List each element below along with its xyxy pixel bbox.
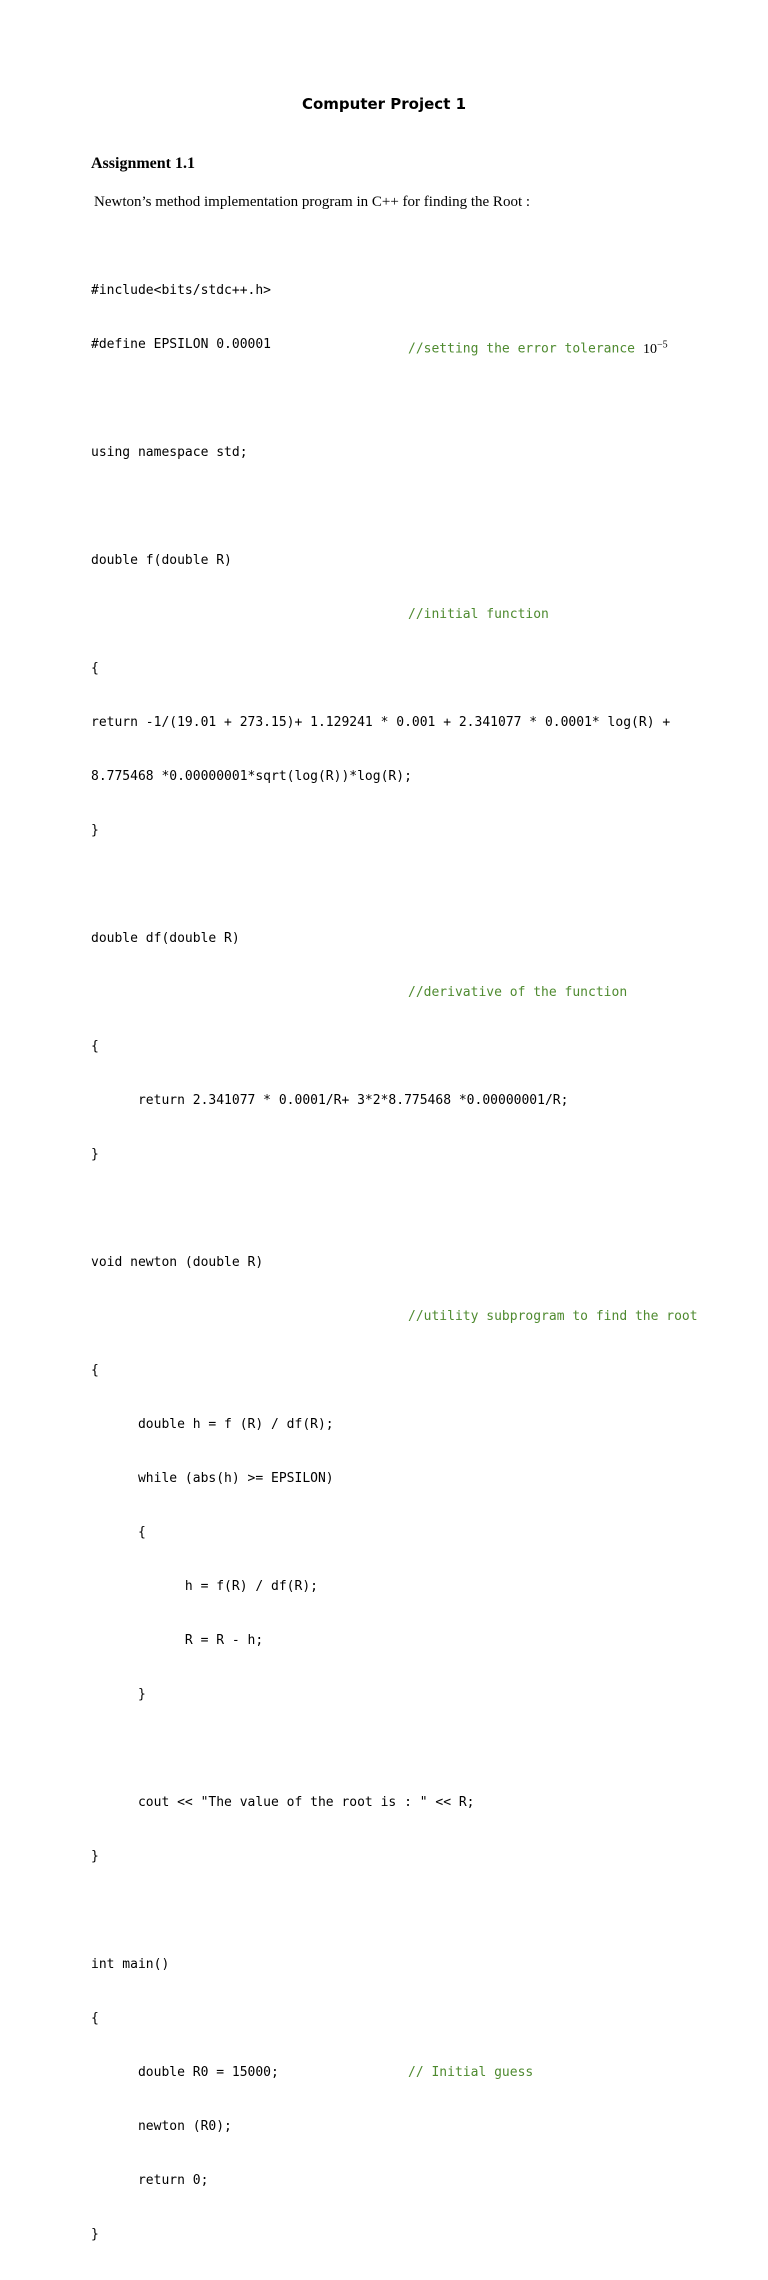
intro-paragraph: Newton’s method implementation program in C++ for finding the Root : [94, 194, 531, 210]
code-line: int main() [91, 1957, 170, 1972]
code-line: void newton (double R) [91, 1255, 264, 1270]
code-line: { [91, 1363, 99, 1378]
code-block [91, 246, 751, 2280]
code-line: double f(double R) [91, 553, 232, 568]
code-line: } [91, 1687, 146, 1702]
code-line: } [91, 2227, 99, 2242]
code-line: } [91, 1849, 99, 1864]
code-line: double h = f (R) / df(R); [91, 1417, 334, 1432]
code-line: using namespace std; [91, 445, 248, 460]
code-comment: //utility subprogram to find the root [408, 1309, 698, 1324]
code-line [91, 1308, 751, 1326]
code-line: { [91, 661, 99, 676]
code-comment: //initial function [408, 607, 549, 622]
tolerance-value: $10^{-5}$ [642, 339, 668, 357]
page-title: Computer Project 1 [301, 95, 467, 113]
code-line: return -1/(19.01 + 273.15)+ 1.129241 * 0.001 + 2.341077 * 0.0001* log(R) + [91, 715, 671, 730]
code-line: newton (R0); [91, 2119, 232, 2134]
code-line: { [91, 1525, 146, 1540]
code-line: { [91, 1039, 99, 1054]
code-line: return 2.341077 * 0.0001/R+ 3*2*8.775468 *0.00000001/R; [91, 1093, 569, 1108]
code-comment: //setting the error tolerance $10^{-5}$ [408, 339, 668, 357]
code-line [91, 606, 751, 624]
code-line [91, 984, 751, 1002]
assignment-heading: Assignment 1.1 [91, 155, 196, 172]
code-line: R = R - h; [91, 1633, 264, 1648]
code-line: } [91, 1147, 99, 1162]
code-line: { [91, 2011, 99, 2026]
code-line: #define EPSILON 0.00001 //setting the error tolerance $10^{-5}$ [91, 337, 668, 357]
code-line: double df(double R) [91, 931, 240, 946]
code-line: } [91, 823, 99, 838]
code-line: h = f(R) / df(R); [91, 1579, 318, 1594]
code-line: double R0 = 15000; // Initial guess [91, 2065, 534, 2080]
code-comment: // Initial guess [408, 2065, 534, 2080]
code-line: while (abs(h) >= EPSILON) [91, 1471, 334, 1486]
code-line: return 0; [91, 2173, 209, 2188]
code-line: cout << "The value of the root is : " << R; [91, 1795, 475, 1810]
code-line: #include<bits/stdc++.h> [91, 283, 272, 298]
code-comment: //derivative of the function [408, 985, 628, 1000]
code-line: 8.775468 *0.00000001*sqrt(log(R))*log(R); [91, 769, 412, 784]
